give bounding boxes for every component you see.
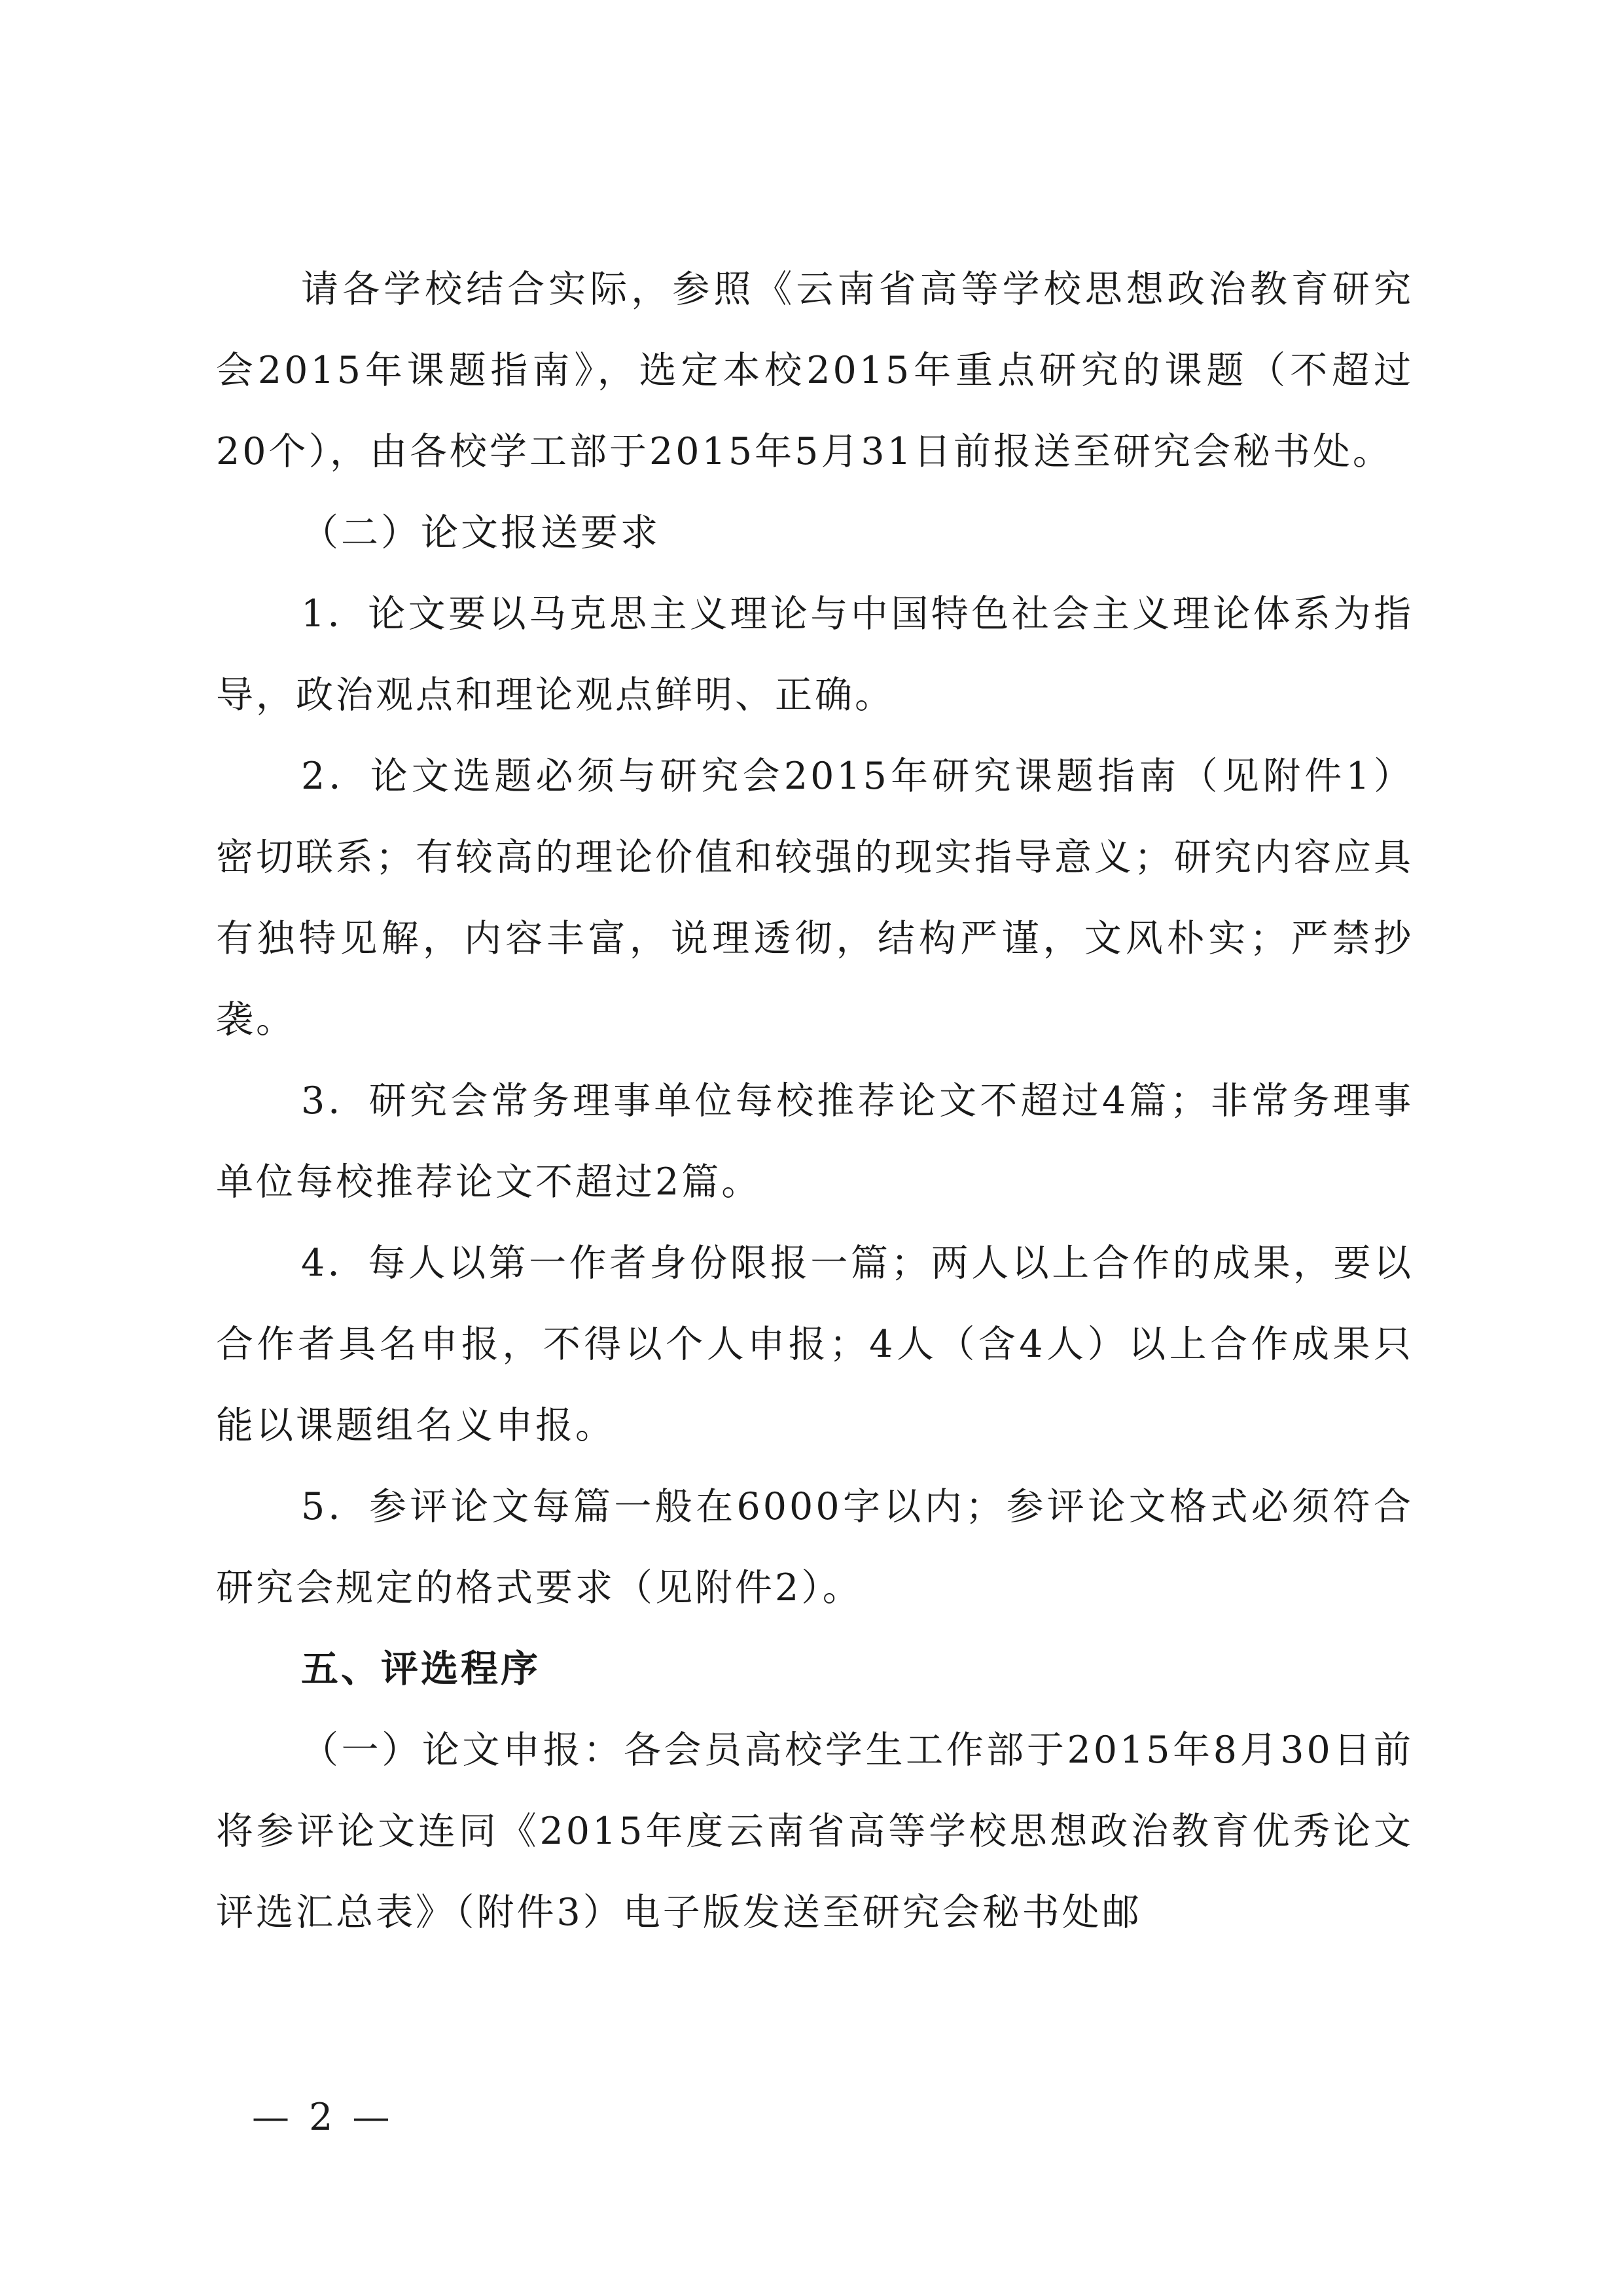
requirement-item-3: 3．研究会常务理事单位每校推荐论文不超过4篇；非常务理事单位每校推荐论文不超过2篇。 xyxy=(216,1079,1414,1204)
requirement-item-2: 2．论文选题必须与研究会2015年研究课题指南（见附件1）密切联系；有较高的理论价值和较强的现实指导意义；研究内容应具有独特见解，内容丰富，说理透彻，结构严谨，文风朴实；严禁抄袭。 xyxy=(216,755,1414,1041)
requirement-item-5: 5．参评论文每篇一般在6000字以内；参评论文格式必须符合研究会规定的格式要求（见附件2）。 xyxy=(216,1485,1414,1609)
page-number: — 2 — xyxy=(252,2096,394,2139)
requirement-item-4: 4．每人以第一作者身份限报一篇；两人以上合作的成果，要以合作者具名申报，不得以个人申报；4人（含4人）以上合作成果只能以课题组名义申报。 xyxy=(216,1242,1414,1447)
paragraph-paper-application: （一）论文申报：各会员高校学生工作部于2015年8月30日前将参评论文连同《2015年度云南省高等学校思想政治教育优秀论文评选汇总表》（附件3）电子版发送至研究会秘书处邮 xyxy=(216,1729,1414,1934)
section-heading-selection-procedure: 五、评选程序 xyxy=(301,1647,541,1691)
subheading-paper-requirements: （二）论文报送要求 xyxy=(301,511,660,554)
document-body xyxy=(216,249,1414,1953)
paragraph-topic-submission: 请各学校结合实际，参照《云南省高等学校思想政治教育研究会2015年课题指南》，选定本校2015年重点研究的课题（不超过20个），由各校学工部于2015年5月31日前报送至研究会秘书处。 xyxy=(216,268,1414,473)
requirement-item-1: 1．论文要以马克思主义理论与中国特色社会主义理论体系为指导，政治观点和理论观点鲜明、正确。 xyxy=(216,592,1414,717)
